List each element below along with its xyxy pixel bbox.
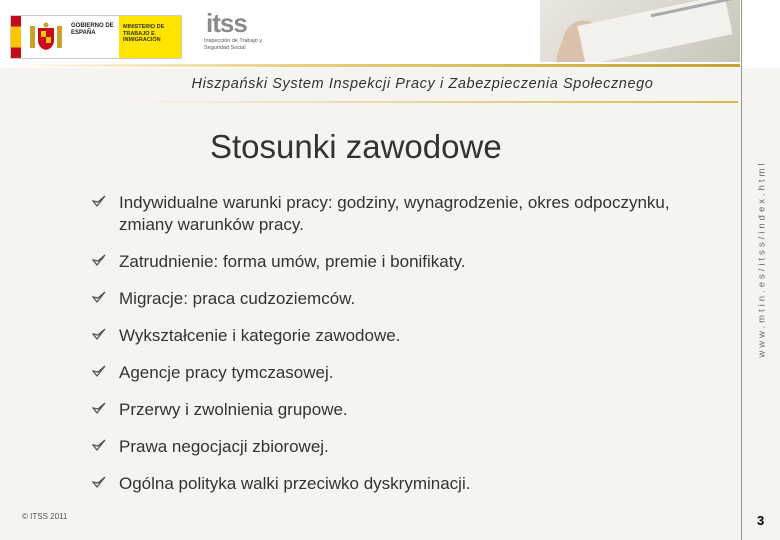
list-item-text: Agencje pracy tymczasowej.	[119, 363, 334, 382]
list-item-text: Przerwy i zwolnienia grupowe.	[119, 400, 348, 419]
itss-logo	[200, 8, 280, 58]
spain-flag-icon	[11, 16, 21, 58]
bullet-list	[88, 192, 688, 510]
list-item-text: Ogólna polityka walki przeciwko dyskryminacji.	[119, 474, 471, 493]
checkmark-arrow-icon	[92, 194, 106, 208]
copyright-notice: © ITSS 2011	[22, 512, 68, 521]
list-item	[88, 473, 688, 495]
checkmark-arrow-icon	[92, 438, 106, 452]
vertical-divider	[741, 0, 742, 540]
checkmark-arrow-icon	[92, 290, 106, 304]
header-banner	[0, 0, 780, 68]
checkmark-arrow-icon	[92, 364, 106, 378]
list-item-text: Prawa negocjacji zbiorowej.	[119, 437, 329, 456]
subtitle-divider	[118, 101, 738, 103]
header-photo	[540, 0, 740, 62]
page-number: 3	[757, 513, 765, 528]
coat-of-arms-icon	[27, 22, 65, 52]
itss-subtitle: Inspección de Trabajo y Seguridad Social	[204, 38, 263, 51]
ministry-label-box	[119, 16, 181, 58]
list-item	[88, 362, 688, 384]
list-item-text: Wykształcenie i kategorie zawodowe.	[119, 326, 401, 345]
list-item-text: Indywidualne warunki pracy: godziny, wynagrodzenie, okres odpoczynku, zmiany warunków pracy.	[119, 193, 670, 234]
list-item-text: Migracje: praca cudzoziemców.	[119, 289, 356, 308]
list-item	[88, 288, 688, 310]
slide-subtitle: Hiszpański System Inspekcji Pracy i Zabezpieczenia Społecznego	[191, 76, 654, 92]
checkmark-arrow-icon	[92, 401, 106, 415]
list-item	[88, 251, 688, 273]
ministry-label: MINISTERIO DE TRABAJO E INMIGRACIÓN	[123, 24, 165, 43]
itss-wordmark: itss	[206, 8, 247, 38]
side-url-text: www.mtin.es/itss/index.html	[756, 160, 767, 358]
side-url	[744, 124, 779, 394]
checkmark-arrow-icon	[92, 253, 106, 267]
slide-title: Stosunki zawodowe	[210, 128, 502, 165]
government-label: GOBIERNO DE ESPAÑA	[71, 23, 114, 36]
list-item	[88, 436, 688, 458]
header-divider	[0, 64, 740, 67]
list-item	[88, 399, 688, 421]
checkmark-arrow-icon	[92, 475, 106, 489]
list-item	[88, 192, 688, 236]
list-item-text: Zatrudnienie: forma umów, premie i bonifikaty.	[119, 252, 466, 271]
list-item	[88, 325, 688, 347]
government-logo	[10, 15, 182, 59]
checkmark-arrow-icon	[92, 327, 106, 341]
